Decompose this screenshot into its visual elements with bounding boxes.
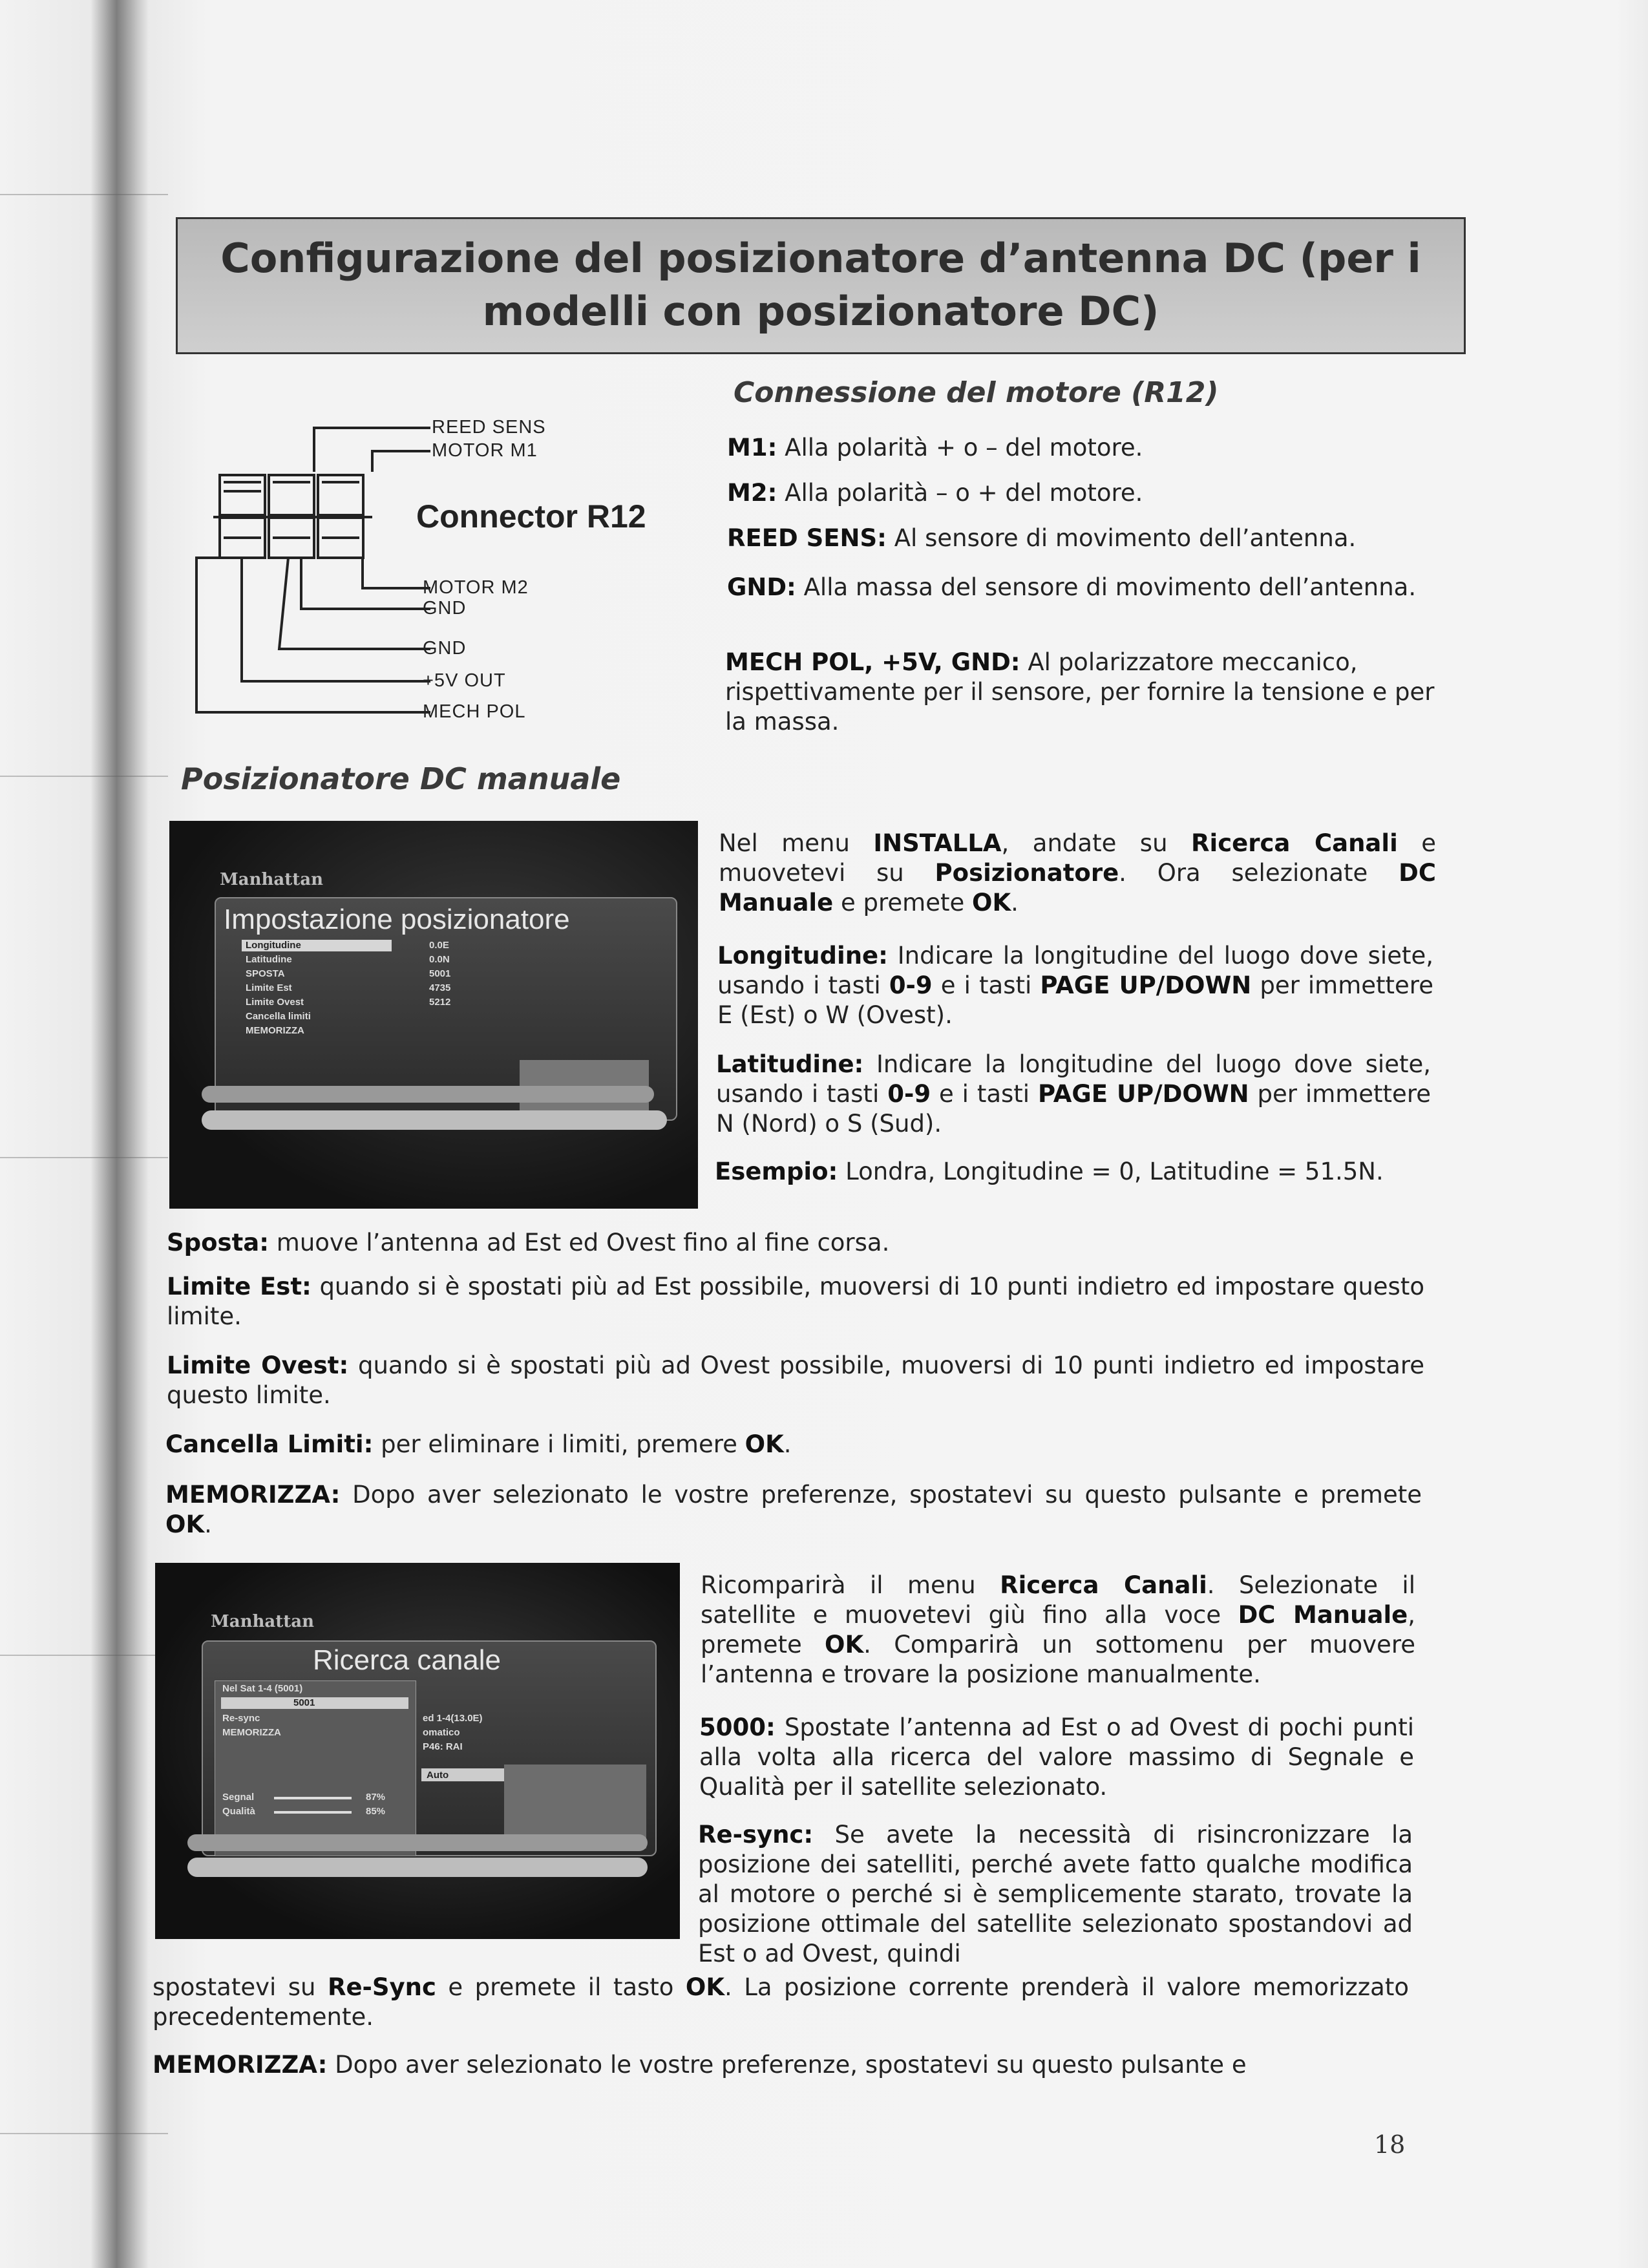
tv-menu-panel [202, 1640, 657, 1856]
cancella-limiti-paragraph [165, 1430, 1432, 1459]
text-bold: Ricerca Canali [1000, 1571, 1207, 1599]
text-bold: INSTALLA [873, 829, 1002, 857]
text: Indicare la longitudine del luogo dove siete, usando i tasti [716, 1050, 1431, 1108]
tv-brand-logo: Manhattan [211, 1612, 315, 1631]
text-bold: OK [745, 1430, 784, 1458]
longitudine-paragraph [717, 941, 1433, 1030]
tv-menu-value: 5001 [429, 968, 451, 979]
text: Spostate l’antenna ad Est o ad Ovest di pochi punti alla volta alla ricerca del valore massimo di Segnale e Qualità per il satellite selezionato. [699, 1713, 1414, 1801]
tv-menu-value: 0.0E [429, 940, 449, 951]
tv-quality-bar [274, 1811, 352, 1814]
tv-menu-row: Longitudine [246, 940, 301, 951]
text: Nel menu [719, 829, 874, 857]
section-title-line2: modelli con posizionatore DC) [482, 288, 1159, 335]
text-bold: Ricerca Canali [1191, 829, 1398, 857]
item-mech-pol [725, 648, 1446, 737]
text-bold: PAGE UP/DOWN [1037, 1080, 1249, 1108]
text: per immettere N (Nord) o S (Sud). [716, 1080, 1431, 1138]
tv-menu-row: SPOSTA [246, 968, 285, 979]
scan-artifact [0, 2133, 168, 2134]
text: per immettere E (Est) o W (Ovest). [717, 971, 1433, 1029]
text: spostatevi su [153, 1973, 328, 2001]
text-bold: PAGE UP/DOWN [1040, 971, 1252, 999]
scan-artifact [0, 1655, 168, 1656]
item-text: Alla polarità + o – del motore. [777, 434, 1143, 461]
tv-submenu-row: Re-sync [222, 1713, 260, 1724]
item-label: Latitudine: [716, 1050, 864, 1078]
text: Dopo aver selezionato le vostre preferenze, spostatevi su questo pulsante e premete [340, 1481, 1422, 1509]
tv-submenu-value: 5001 [293, 1697, 315, 1708]
tv-side-text: ed 1-4(13.0E) [423, 1713, 483, 1724]
text-bold: DC Manuale [1238, 1601, 1408, 1629]
connector-title: Connector R12 [416, 498, 646, 535]
item-text: Alla massa del sensore di movimento dell’antenna. [796, 573, 1417, 601]
text: quando si è spostati più ad Est possibile, muoversi di 10 punti indietro ed impostare questo limite. [167, 1273, 1424, 1330]
item-label: MECH POL, +5V, GND: [725, 648, 1020, 676]
section-title-line1: Configurazione del posizionatore d’antenna DC (per i [220, 235, 1421, 282]
scan-artifact [0, 194, 168, 195]
tv-menu-row: Limite Ovest [246, 997, 304, 1008]
text: . Ora selezionate [1119, 859, 1399, 887]
tv-help-bar [187, 1858, 648, 1877]
esempio-paragraph [715, 1157, 1430, 1187]
tv-menu-value: 0.0N [429, 954, 450, 965]
tv-submenu-row: MEMORIZZA [222, 1727, 281, 1738]
text-bold: DC Manuale [719, 859, 1436, 917]
text: e i tasti [931, 1080, 1038, 1108]
pin-gnd-2: GND [423, 638, 467, 659]
text: per eliminare i limiti, premere [373, 1430, 745, 1458]
resync-paragraph [698, 1820, 1413, 1969]
item-label: Limite Ovest: [167, 1351, 349, 1379]
item-label: M2: [727, 479, 777, 507]
item-label: Esempio: [715, 1158, 838, 1185]
tv-signal-bar [274, 1797, 352, 1799]
text-bold: Posizionatore [935, 859, 1119, 887]
latitudine-paragraph [716, 1050, 1431, 1139]
text-bold: 0-9 [889, 971, 933, 999]
text-bold: Re-Sync [327, 1973, 436, 2001]
tv-nav-bar [202, 1086, 654, 1103]
text: e muovetevi su [719, 829, 1437, 887]
limite-est-paragraph [167, 1272, 1424, 1331]
tv-submenu-row: Nel Sat 1-4 (5001) [222, 1683, 303, 1694]
text: e premete [833, 889, 972, 917]
tv-menu-row: Cancella limiti [246, 1011, 311, 1022]
item-label: GND: [727, 573, 796, 601]
search-intro [701, 1571, 1415, 1690]
scan-artifact [0, 1157, 168, 1158]
sposta-paragraph [167, 1228, 1446, 1258]
pin-motor-m2: MOTOR M2 [423, 577, 529, 598]
text: Dopo aver selezionato le vostre preferenze, spostatevi su questo pulsante e [327, 2051, 1247, 2079]
tv-menu-value: 5212 [429, 997, 451, 1008]
text: e premete il tasto [436, 1973, 686, 2001]
item-label: MEMORIZZA: [153, 2051, 328, 2079]
text: quando si è spostati più ad Ovest possibile, muoversi di 10 punti indietro ed impostare questo limite. [167, 1351, 1424, 1409]
text-bold: OK [685, 1973, 724, 2001]
tv-signal-value: 87% [366, 1792, 386, 1803]
item-label: REED SENS: [727, 524, 887, 552]
text: . [783, 1430, 792, 1458]
item-label: MEMORIZZA: [165, 1481, 341, 1509]
page-number: 18 [1374, 2130, 1406, 2159]
tv-menu-row: MEMORIZZA [246, 1025, 304, 1036]
text-bold: OK [165, 1510, 205, 1538]
resync-continuation [153, 1973, 1409, 2032]
text: Indicare la longitudine del luogo dove siete, usando i tasti [717, 942, 1433, 999]
text: Londra, Longitudine = 0, Latitudine = 51.5N. [838, 1158, 1384, 1185]
text: . La posizione corrente prenderà il valore memorizzato precedentemente. [153, 1973, 1409, 2031]
tv-menu-title: Impostazione posizionatore [224, 904, 570, 935]
tv-auto-value: Auto [427, 1770, 449, 1781]
scan-artifact [0, 776, 168, 777]
tv-quality-value: 85% [366, 1806, 386, 1817]
section-title-box [176, 217, 1466, 354]
tv-side-text: omatico [423, 1727, 460, 1738]
memorizza-paragraph-2 [153, 2050, 1409, 2080]
item-text: Al sensore di movimento dell’antenna. [886, 524, 1357, 552]
item-label: 5000: [699, 1713, 776, 1741]
text: , andate su [1001, 829, 1192, 857]
item-reed-sens [727, 524, 1451, 553]
manual-intro [719, 829, 1436, 918]
text: Ricomparirà il menu [701, 1571, 1000, 1599]
text: , premete [701, 1601, 1415, 1659]
item-label: Limite Est: [167, 1273, 312, 1300]
item-label: Cancella Limiti: [165, 1430, 374, 1458]
tv-menu-row: Latitudine [246, 954, 292, 965]
text: . [204, 1510, 212, 1538]
limite-ovest-paragraph [167, 1351, 1424, 1410]
connector-heading: Connessione del motore (R12) [734, 376, 1219, 409]
item-label: M1: [727, 434, 777, 461]
pin-gnd-1: GND [423, 598, 467, 619]
item-label: Longitudine: [717, 942, 888, 970]
tv-menu-row: Limite Est [246, 982, 292, 993]
tv-menu-value: 4735 [429, 982, 451, 993]
tv-signal-label: Segnal [222, 1792, 255, 1803]
item-text: Alla polarità – o + del motore. [777, 479, 1143, 507]
text: muove l’antenna ad Est ed Ovest fino al fine corsa. [269, 1229, 890, 1256]
item-label: Re-sync: [698, 1821, 814, 1849]
tv-nav-bar [187, 1834, 648, 1851]
text: Se avete la necessità di risincronizzare la posizione dei satelliti, perché avete fatto qualche modifica al motore o perché si è semplicemente starato, trovate la posizione ottimale del satellite selezionato spostandovi ad Est o ad Ovest, quindi [698, 1821, 1413, 1967]
text-bold: OK [972, 889, 1011, 917]
item-m1 [727, 433, 1451, 463]
text: . Selezionate il satellite e muovetevi giù fino alla voce [701, 1571, 1415, 1629]
item-gnd [727, 573, 1444, 602]
item-label: Sposta: [167, 1229, 269, 1256]
pin-motor-m1: MOTOR M1 [432, 440, 538, 461]
tv-quality-label: Qualità [222, 1806, 255, 1817]
tv-screenshot-positioner [169, 821, 698, 1209]
memorizza-paragraph-1 [165, 1480, 1422, 1540]
p5000-paragraph [699, 1713, 1414, 1802]
text-bold: 0-9 [887, 1080, 931, 1108]
item-m2 [727, 478, 1451, 508]
tv-side-text: P46: RAI [423, 1741, 463, 1752]
tv-screenshot-channel-search [155, 1563, 680, 1939]
text: . [1011, 889, 1019, 917]
manual-heading: Posizionatore DC manuale [181, 761, 621, 796]
page-binding-shadow [90, 0, 149, 2268]
tv-help-bar [202, 1110, 667, 1130]
pin-mech-pol: MECH POL [423, 701, 526, 722]
connector-diagram [185, 401, 702, 737]
tv-brand-logo: Manhattan [220, 870, 324, 889]
pin-reed-sens: REED SENS [432, 417, 546, 438]
text: . Comparirà un sottomenu per muovere l’antenna e trovare la posizione manualmente. [701, 1631, 1415, 1688]
pin-5v-out: +5V OUT [423, 670, 506, 691]
text: e i tasti [932, 971, 1041, 999]
text-bold: OK [825, 1631, 864, 1659]
tv-menu-title: Ricerca canale [313, 1644, 502, 1676]
item-text: Al polarizzatore meccanico, rispettivamente per il sensore, per fornire la tensione e per la massa. [725, 648, 1435, 736]
